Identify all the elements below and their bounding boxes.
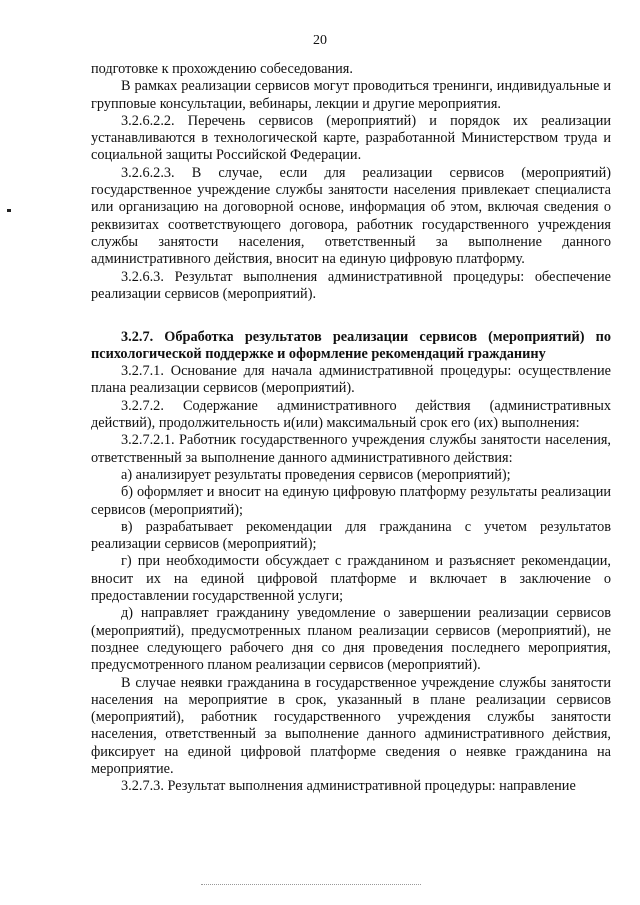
page-number: 20	[313, 33, 327, 48]
paragraph: 3.2.6.2.2. Перечень сервисов (мероприятий) и порядок их реализации устанавливаются в технологической карте, разработанной Министерством труда и социальной защиты Российской Федерации.	[91, 112, 611, 164]
paragraph: В случае неявки гражданина в государственное учреждение службы занятости населения на мероприятие в срок, указанный в плане реализации сервисов (мероприятий), работник государственного учреждения службы занятости населения, ответственный за выполнение данного административного действия, фиксирует на единой цифровой платформе сведения о неявке гражданина на мероприятие.	[91, 674, 611, 777]
list-item: а) анализирует результаты проведения сервисов (мероприятий);	[121, 466, 511, 483]
paragraph: 3.2.7.3. Результат выполнения административной процедуры: направление	[121, 778, 576, 795]
paragraph: 3.2.7.2. Содержание административного действия (административных действий), продолжительность и(или) максимальный срок его (их) выполнения:	[91, 397, 611, 432]
list-item: г) при необходимости обсуждает с гражданином и разъясняет рекомендации, вносит их на единой цифровой платформе и включает в заключение о предоставлении государственной услуги;	[91, 553, 611, 605]
paragraph: 3.2.6.2.3. В случае, если для реализации сервисов (мероприятий) государственное учреждение службы занятости населения привлекает специалиста или организацию на договорной основе, информация об этом, включая сведения о реквизитах соответствующего договора, работник государственного учреждения службы занятости населения, ответственный за выполнение данного административного действия, вносит на единую цифровую платформу.	[91, 164, 611, 268]
margin-mark	[7, 209, 11, 212]
paragraph: подготовке к прохождению собеседования.	[91, 61, 353, 77]
footer-divider	[201, 884, 421, 885]
document-body	[91, 61, 611, 796]
paragraph: В рамках реализации сервисов могут проводиться тренинги, индивидуальные и групповые консультации, вебинары, лекции и другие мероприятия.	[91, 78, 611, 112]
paragraph: 3.2.6.3. Результат выполнения административной процедуры: обеспечение реализации сервисов (мероприятий).	[91, 268, 611, 302]
list-item: д) направляет гражданину уведомление о завершении реализации сервисов (мероприятий), предусмотренных планом реализации сервисов (мероприятий), не позднее следующего рабочего дня со дня проведения последнего мероприятия, предусмотренного планом реализации сервисов (мероприятий).	[91, 605, 611, 674]
list-item: в) разрабатывает рекомендации для гражданина с учетом результатов реализации сервисов (мероприятий);	[91, 518, 611, 553]
paragraph: 3.2.7.1. Основание для начала административной процедуры: осуществление плана реализации сервисов (мероприятий).	[91, 363, 611, 397]
paragraph: 3.2.7.2.1. Работник государственного учреждения службы занятости населения, ответственный за выполнение данного административного действия:	[91, 432, 611, 466]
section-heading: 3.2.7. Обработка результатов реализации сервисов (мероприятий) по психологической поддержке и оформление рекомендаций гражданину	[91, 329, 611, 363]
list-item: б) оформляет и вносит на единую цифровую платформу результаты реализации сервисов (мероприятий);	[91, 484, 611, 518]
